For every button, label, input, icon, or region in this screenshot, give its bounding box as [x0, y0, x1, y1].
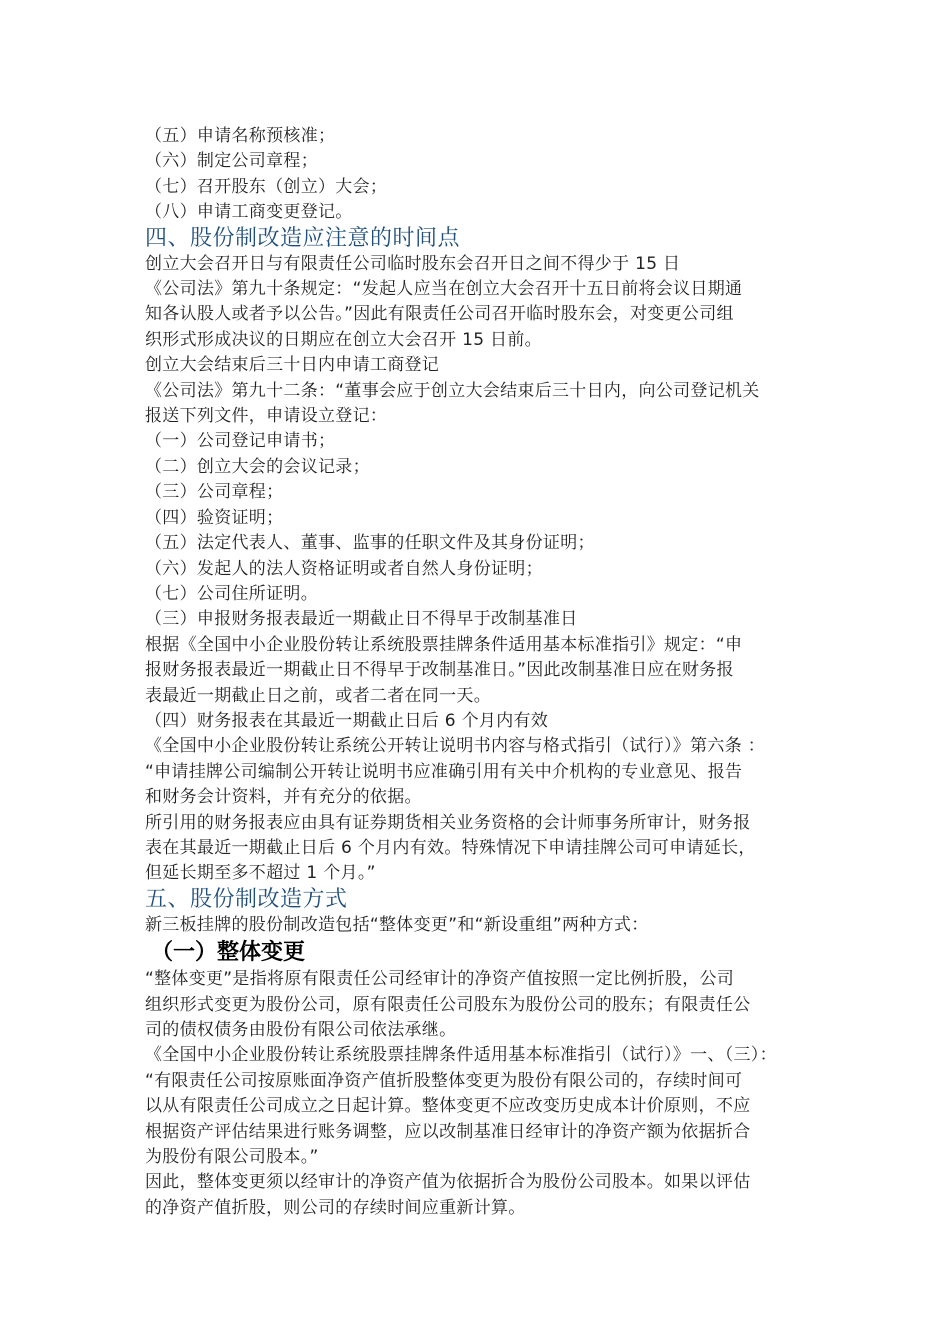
list-item: （八）申请工商变更登记。	[145, 202, 353, 223]
paragraph-line: 《公司法》第九十条规定：“发起人应当在创立大会召开十五日前将会议日期通	[145, 279, 743, 300]
paragraph-line: 根据《全国中小企业股份转让系统股票挂牌条件适用基本标准指引》规定：“申	[145, 634, 743, 655]
section-heading: 五、股份制改造方式	[145, 886, 348, 912]
paragraph-line: 知各认股人或者予以公告。”因此有限责任公司召开临时股东会，对变更公司组	[145, 304, 734, 325]
list-item: （一）公司登记申请书；	[145, 431, 336, 452]
paragraph-line: 《全国中小企业股份转让系统股票挂牌条件适用基本标准指引（试行）》一、（三）：	[145, 1045, 777, 1066]
paragraph-line: “申请挂牌公司编制公开转让说明书应准确引用有关中介机构的专业意见、报告	[145, 761, 743, 782]
paragraph-line: 因此，整体变更须以经审计的净资产值为依据折合为股份公司股本。如果以评估	[145, 1172, 751, 1193]
section-heading: 四、股份制改造应注意的时间点	[145, 225, 461, 251]
paragraph-line: 组织形式变更为股份公司，原有限责任公司股东为股份公司的股东；有限责任公	[145, 994, 751, 1015]
list-item: （二）创立大会的会议记录；	[145, 456, 370, 477]
paragraph-line: 为股份有限公司股本。”	[145, 1147, 319, 1168]
list-item: （七）公司住所证明。	[145, 583, 318, 604]
document-body	[145, 124, 817, 1221]
list-item: （三）公司章程；	[145, 482, 284, 503]
paragraph-line: 根据资产评估结果进行账务调整，应以改制基准日经审计的净资产额为依据折合	[145, 1121, 751, 1142]
list-item: （七）召开股东（创立）大会；	[145, 176, 388, 197]
paragraph-line: 所引用的财务报表应由具有证券期货相关业务资格的会计师事务所审计，财务报	[145, 812, 751, 833]
paragraph-line: 创立大会召开日与有限责任公司临时股东会召开日之间不得少于 15 日	[145, 253, 681, 274]
paragraph-line: 新三板挂牌的股份制改造包括“整体变更”和“新设重组”两种方式：	[145, 914, 649, 935]
paragraph-line: “有限责任公司按原账面净资产值折股整体变更为股份有限公司的，存续时间可	[145, 1070, 743, 1091]
paragraph-line: 但延长期至多不超过 1 个月。”	[145, 863, 376, 884]
paragraph-line: 和财务会计资料，并有充分的依据。	[145, 787, 422, 808]
paragraph-line: 报财务报表最近一期截止日不得早于改制基准日。”因此改制基准日应在财务报	[145, 660, 734, 681]
paragraph-line: 以从有限责任公司成立之日起计算。整体变更不应改变历史成本计价原则，不应	[145, 1096, 751, 1117]
paragraph-line: （四）财务报表在其最近一期截止日后 6 个月内有效	[145, 710, 549, 731]
paragraph-line: 创立大会结束后三十日内申请工商登记	[145, 355, 440, 376]
paragraph-line: 《全国中小企业股份转让系统公开转让说明书内容与格式指引（试行）》第六条 ：	[145, 736, 766, 757]
list-item: （四）验资证明；	[145, 507, 284, 528]
paragraph-line: 织形式形成决议的日期应在创立大会召开 15 日前。	[145, 329, 542, 350]
paragraph-line: 表最近一期截止日之前，或者二者在同一天。	[145, 685, 491, 706]
paragraph-line: 表在其最近一期截止日后 6 个月内有效。特殊情况下申请挂牌公司可申请延长，	[145, 837, 756, 858]
list-item: （五）申请名称预核准；	[145, 126, 336, 146]
paragraph-line: 《公司法》第九十二条：“董事会应于创立大会结束后三十日内，向公司登记机关	[145, 380, 760, 401]
list-item: （五）法定代表人、董事、监事的任职文件及其身份证明；	[145, 533, 595, 554]
sub-heading: （一）整体变更	[151, 940, 306, 966]
list-item: （六）制定公司章程；	[145, 151, 318, 172]
paragraph-line: 司的债权债务由股份有限公司依法承继。	[145, 1020, 457, 1040]
paragraph-line: 报送下列文件，申请设立登记：	[145, 406, 388, 427]
paragraph-line: （三）申报财务报表最近一期截止日不得早于改制基准日	[145, 609, 578, 630]
paragraph-line: “整体变更”是指将原有限责任公司经审计的净资产值按照一定比例折股，公司	[145, 969, 735, 990]
list-item: （六）发起人的法人资格证明或者自然人身份证明；	[145, 558, 543, 579]
paragraph-line: 的净资产值折股，则公司的存续时间应重新计算。	[145, 1197, 526, 1218]
